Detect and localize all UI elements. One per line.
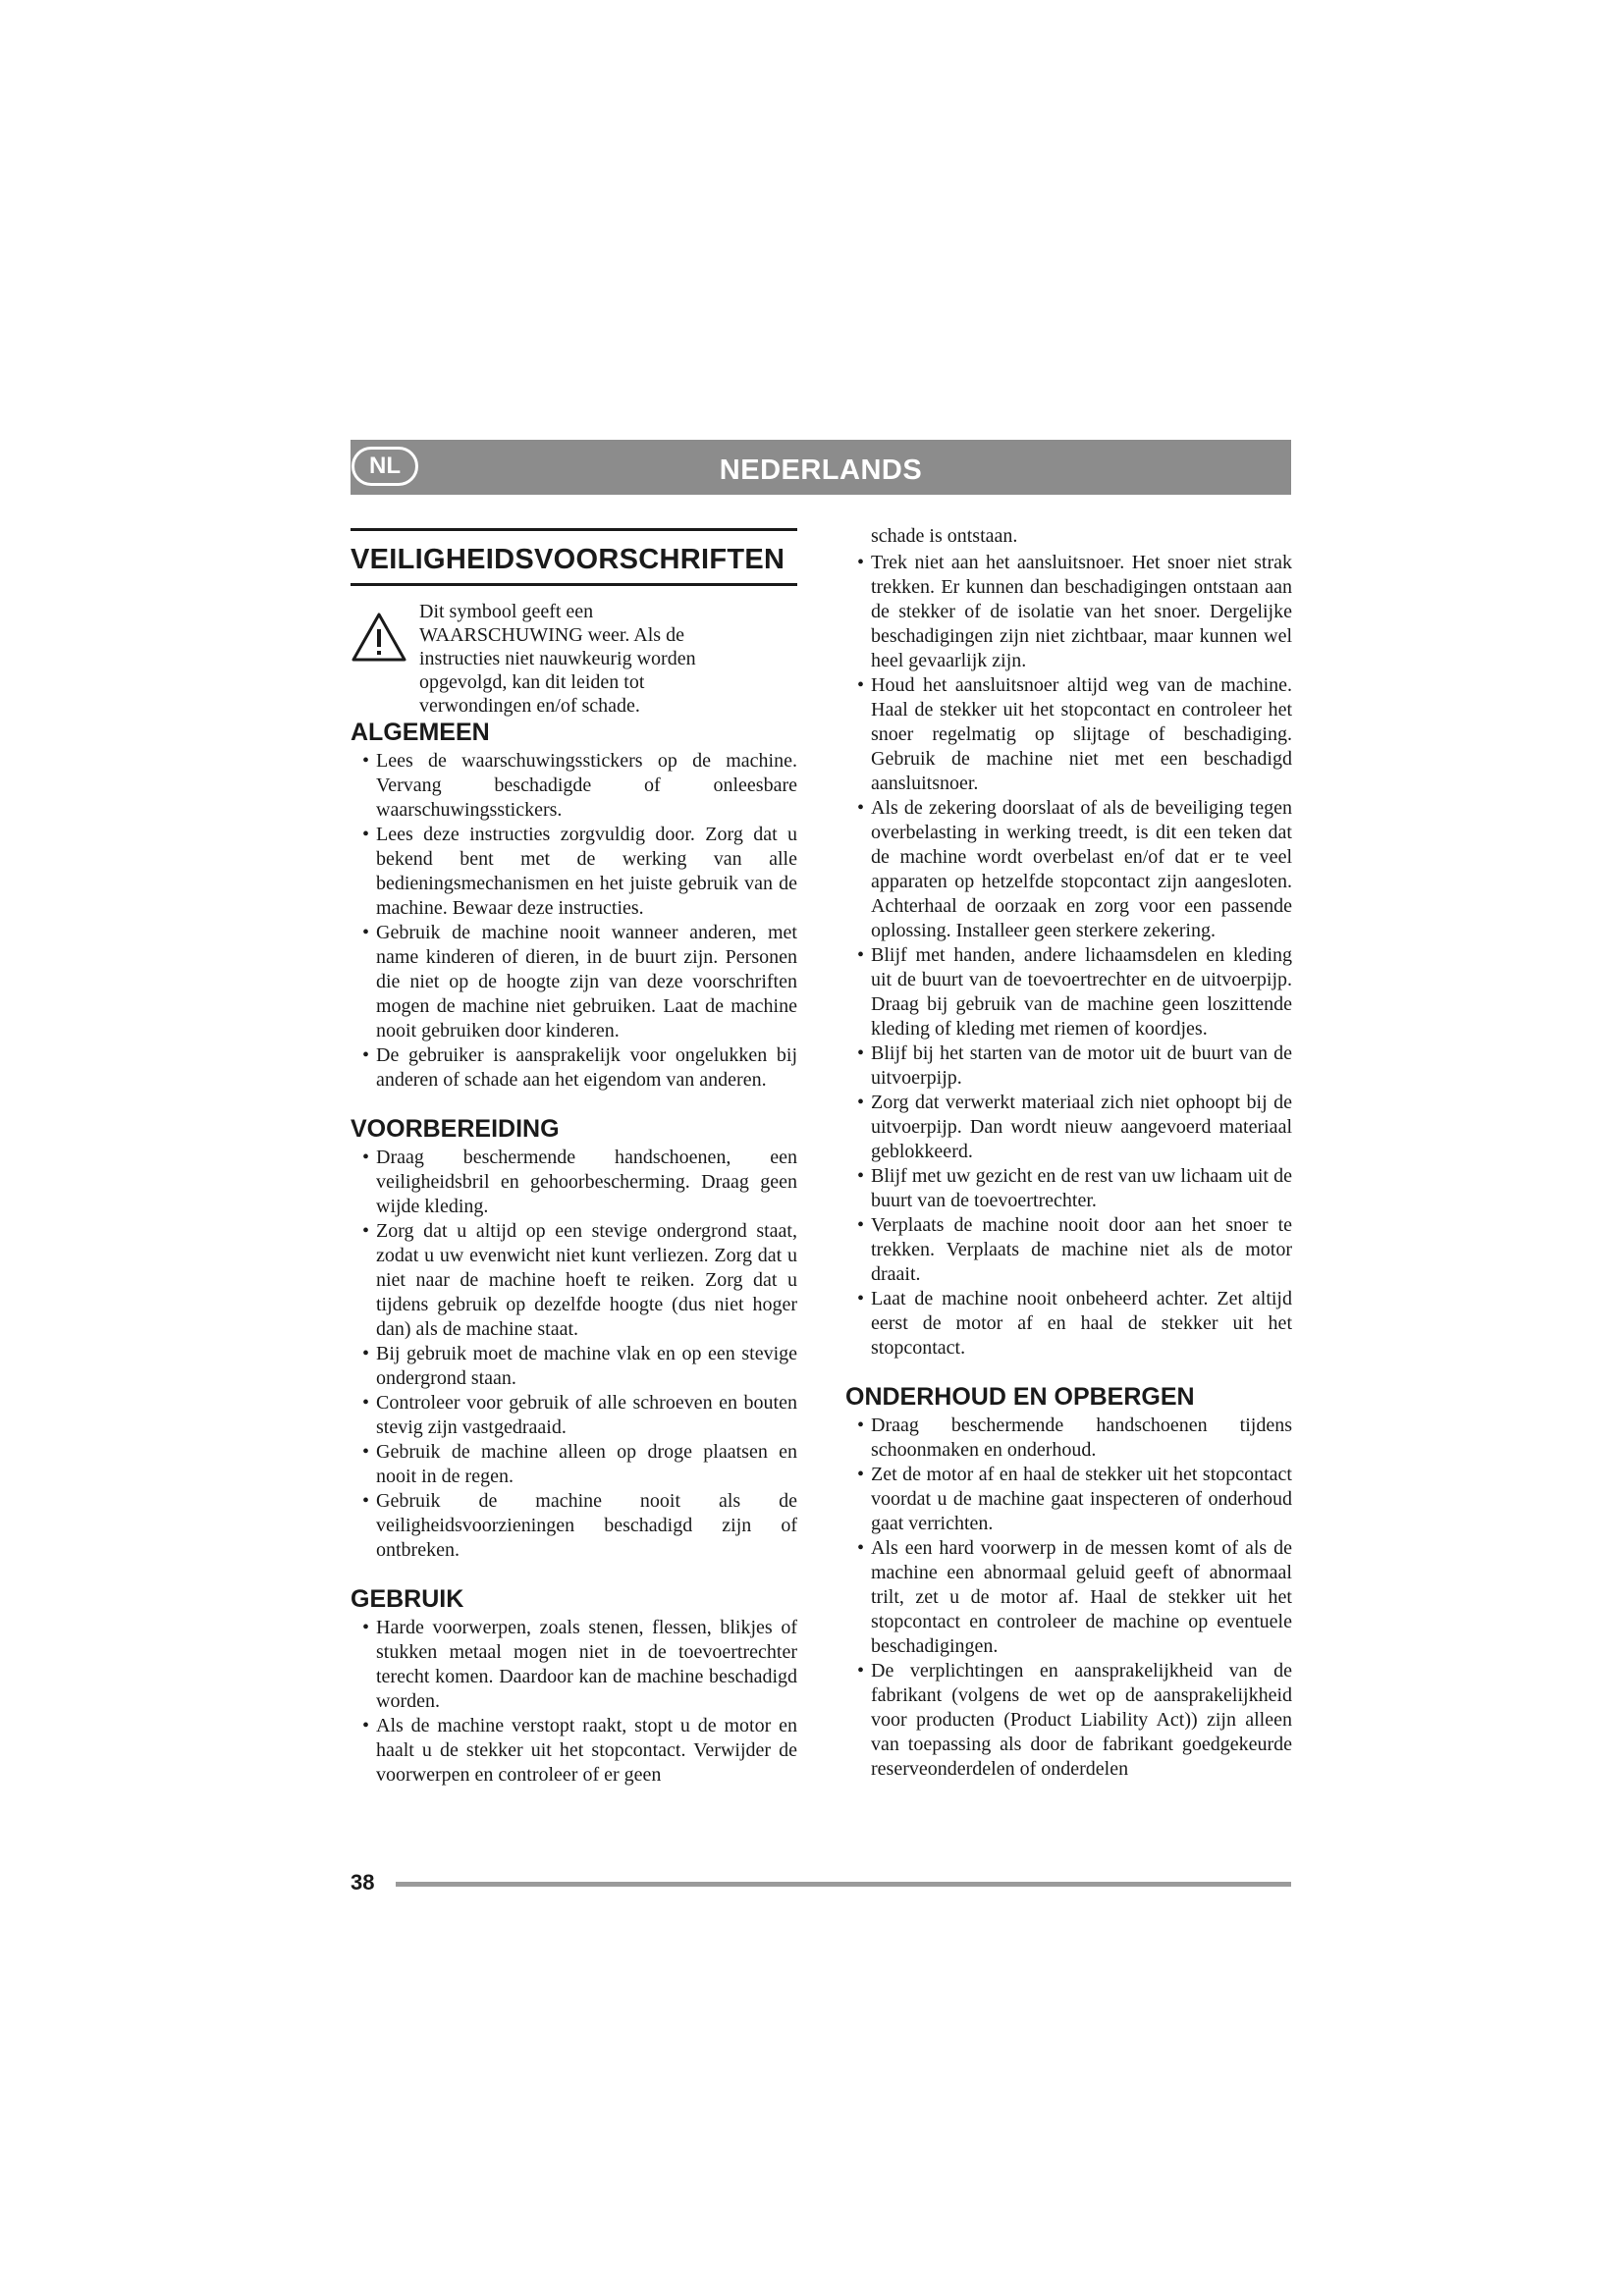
list-onderhoud <box>845 1414 1292 1782</box>
warning-triangle-icon <box>351 612 407 663</box>
list-item: • Zet de motor af en haal de stekker uit het stopcontact voordat u de machine gaat inspecteren of onderhoud gaat verrichten. <box>845 1463 1292 1536</box>
list-item: • Trek niet aan het aansluitsnoer. Het snoer niet strak trekken. Er kunnen dan beschadigingen ontstaan aan de stekker of de isolatie van het snoer. Dergelijke beschadigingen zijn niet zichtbaar, maar kunnen wel heel gevaarlijk zijn. <box>845 551 1292 673</box>
list-item: • Gebruik de machine nooit als de veiligheidsvoorzieningen beschadigd zijn of ontbreken. <box>351 1489 797 1563</box>
continued-text: schade is ontstaan. <box>871 525 1018 547</box>
list-item: • Blijf bij het starten van de motor uit de buurt van de uitvoerpijp. <box>845 1041 1292 1091</box>
section-title-onderhoud: ONDERHOUD EN OPBERGEN <box>845 1383 1195 1411</box>
list-item: • Verplaats de machine nooit door aan het snoer te trekken. Verplaats de machine niet als de motor draait. <box>845 1213 1292 1287</box>
list-item: • Blijf met handen, andere lichaamsdelen en kleding uit de buurt van de toevoertrechter en de uitvoerpijp. Draag bij gebruik van de machine geen loszittende kleding of kleding met riemen of koordjes. <box>845 943 1292 1041</box>
list-item: • Houd het aansluitsnoer altijd weg van de machine. Haal de stekker uit het stopcontact en controleer het snoer regelmatig op slijtage of beschadiging. Gebruik de machine niet met een beschadigd aansluitsnoer. <box>845 673 1292 796</box>
list-item: • Lees de waarschuwingsstickers op de machine. Vervang beschadigde of onleesbare waarschuwingsstickers. <box>351 749 797 823</box>
section-title-gebruik: GEBRUIK <box>351 1585 464 1613</box>
list-item: • Blijf met uw gezicht en de rest van uw lichaam uit de buurt van de toevoertrechter. <box>845 1164 1292 1213</box>
list-gebruik <box>351 1616 797 1788</box>
language-title: NEDERLANDS <box>719 454 923 486</box>
list-item: • Controleer voor gebruik of alle schroeven en bouten stevig zijn vastgedraaid. <box>351 1391 797 1440</box>
list-item: • Bij gebruik moet de machine vlak en op een stevige ondergrond staan. <box>351 1342 797 1391</box>
list-item: • Als een hard voorwerp in de messen komt of als de machine een abnormaal geluid geeft of abnormaal trilt, zet u de motor af. Haal de stekker uit het stopcontact en controleer de machine op eventuele beschadigingen. <box>845 1536 1292 1659</box>
list-gebruik-continued <box>845 551 1292 1361</box>
list-voorbereiding <box>351 1146 797 1563</box>
list-item: • De verplichtingen en aansprakelijkheid van de fabrikant (volgens de wet op de aansprakelijkheid voor producten (Product Liability Act)) zijn alleen van toepassing als door de fabrikant goedgekeurde reserveonderdelen of onderdelen <box>845 1659 1292 1782</box>
list-item: • Zorg dat verwerkt materiaal zich niet ophoopt bij de uitvoerpijp. Dan wordt nieuw aangevoerd materiaal geblokkeerd. <box>845 1091 1292 1164</box>
list-item: • Als de machine verstopt raakt, stopt u de motor en haalt u de stekker uit het stopcontact. Verwijder de voorwerpen en controleer of er geen <box>351 1714 797 1788</box>
warning-box <box>351 600 797 718</box>
list-item: • Draag beschermende handschoenen, een veiligheidsbril en gehoorbescherming. Draag geen wijde kleding. <box>351 1146 797 1219</box>
list-item: • Gebruik de machine nooit wanneer anderen, met name kinderen of dieren, in de buurt zijn. Personen die niet op de hoogte zijn van deze voorschriften mogen de machine niet gebruiken. Laat de machine nooit gebruiken door kinderen. <box>351 921 797 1043</box>
list-item: • Harde voorwerpen, zoals stenen, flessen, blikjes of stukken metaal mogen niet in de toevoertrechter terecht komen. Daardoor kan de machine beschadigd worden. <box>351 1616 797 1714</box>
language-code-badge: NL <box>352 447 418 486</box>
left-column <box>351 524 797 1788</box>
list-item: • Gebruik de machine alleen op droge plaatsen en nooit in de regen. <box>351 1440 797 1489</box>
list-item: • Laat de machine nooit onbeheerd achter. Zet altijd eerst de motor af en haal de stekker uit het stopcontact. <box>845 1287 1292 1361</box>
footer-divider <box>396 1882 1291 1887</box>
page-number: 38 <box>351 1870 375 1895</box>
list-item: • Zorg dat u altijd op een stevige ondergrond staat, zodat u uw evenwicht niet kunt verliezen. Zorg dat u niet naar de machine hoeft te reiken. Zorg dat u tijdens gebruik op dezelfde hoogte (dus niet hoger dan) als de machine staat. <box>351 1219 797 1342</box>
page-title: VEILIGHEIDSVOORSCHRIFTEN <box>351 528 797 586</box>
list-item: • De gebruiker is aansprakelijk voor ongelukken bij anderen of schade aan het eigendom van anderen. <box>351 1043 797 1093</box>
right-column <box>845 524 1292 1782</box>
list-algemeen <box>351 749 797 1093</box>
list-item: • Als de zekering doorslaat of als de beveiliging tegen overbelasting in werking treedt, is dit een teken dat de machine wordt overbelast en/of dat er te veel apparaten op hetzelfde stopcontact zijn aangesloten. Achterhaal de oorzaak en zorg voor een passende oplossing. Installeer geen sterkere zekering. <box>845 796 1292 943</box>
list-item: • Draag beschermende handschoenen tijdens schoonmaken en onderhoud. <box>845 1414 1292 1463</box>
section-title-voorbereiding: VOORBEREIDING <box>351 1115 560 1143</box>
section-title-algemeen: ALGEMEEN <box>351 719 490 746</box>
list-item: • Lees deze instructies zorgvuldig door. Zorg dat u bekend bent met de werking van alle bedieningsmechanismen en het juiste gebruik van de machine. Bewaar deze instructies. <box>351 823 797 921</box>
warning-text: Dit symbool geeft een WAARSCHUWING weer. Als de instructies niet nauwkeurig worden opgevolgd, kan dit leiden tot verwondingen en/of schade. <box>419 601 696 717</box>
